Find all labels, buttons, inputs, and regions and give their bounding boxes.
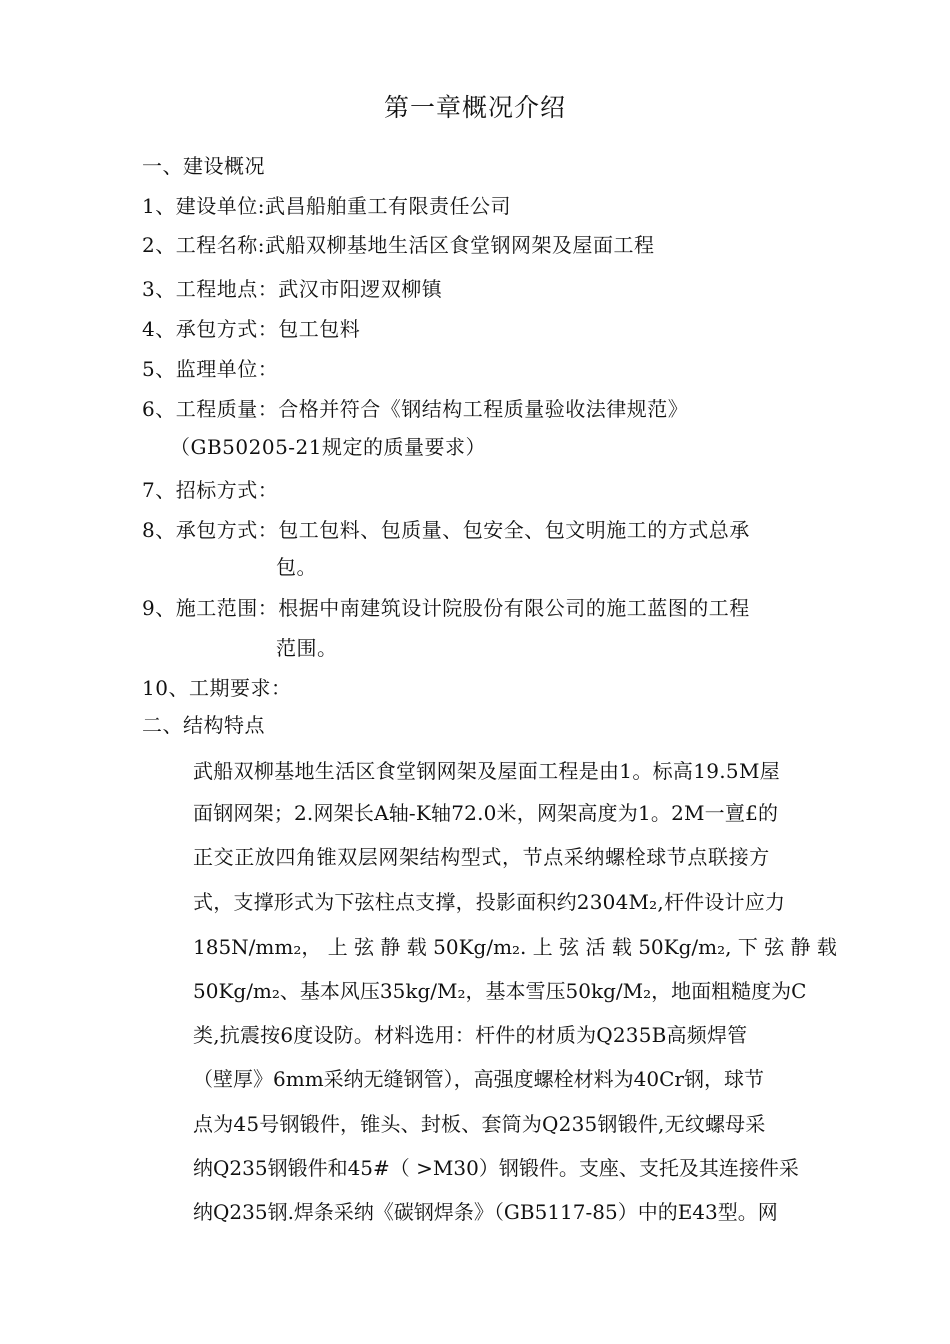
page-title: 第一章概况介绍: [383, 93, 566, 122]
list-item-project-location: 3、工程地点：武汉市阳逻双柳镇: [142, 277, 443, 301]
paragraph-line: 类,抗震按6度设防。材料选用：杆件的材质为Q235B高频焊管: [193, 1023, 748, 1047]
paragraph-line: 正交正放四角锥双层网架结构型式，节点采纳螺栓球节点联接方: [193, 845, 770, 869]
list-item-contract-method: 4、承包方式：包工包料: [142, 317, 361, 341]
paragraph-line: 纳Q235钢.焊条采纳《碳钢焊条》（GB5117-85）中的E43型。网: [193, 1200, 778, 1224]
section-heading-overview: 一、建设概况: [142, 154, 265, 178]
paragraph-line: 武船双柳基地生活区食堂钢网架及屋面工程是由1。标高19.5M屋: [193, 759, 781, 783]
paragraph-line: 式，支撑形式为下弦柱点支撑，投影面积约2304M₂,杆件设计应力: [193, 890, 786, 914]
paragraph-line: 50Kg/m₂、基本风压35kg/M₂，基本雪压50kg/M₂，地面粗糙度为C: [193, 979, 807, 1003]
paragraph-line: （壁厚》6mm采纳无缝钢管），高强度螺栓材料为40Cr钢，球节: [193, 1067, 764, 1091]
list-item-construction-range: 9、施工范围：根据中南建筑设计院股份有限公司的施工蓝图的工程: [142, 596, 750, 620]
paragraph-line: 185N/mm₂， 上 弦 静 载 50Kg/m₂. 上 弦 活 载 50Kg/m₂, 下 弦 静 载: [193, 935, 837, 959]
list-item-construction-range-cont: 范围。: [276, 636, 338, 660]
list-item-schedule: 10、工期要求：: [142, 676, 292, 700]
list-item-supervision-unit: 5、监理单位：: [142, 357, 279, 381]
list-item-bidding-method: 7、招标方式：: [142, 478, 279, 502]
paragraph-line: 点为45号钢锻件，锥头、封板、套筒为Q235钢锻件,无纹螺母采: [193, 1112, 766, 1136]
list-item-project-name: 2、工程名称:武船双柳基地生活区食堂钢网架及屋面工程: [142, 233, 655, 257]
section-heading-structure: 二、结构特点: [142, 713, 265, 737]
list-item-project-quality: 6、工程质量：合格并符合《钢结构工程质量验收法律规范》: [142, 397, 689, 421]
list-item-construction-unit: 1、建设单位:武昌船舶重工有限责任公司: [142, 194, 511, 218]
list-item-contract-scope-cont: 包。: [276, 555, 317, 579]
paragraph-line: 纳Q235钢锻件和45#（ >M30）钢锻件。支座、支托及其连接件采: [193, 1156, 799, 1180]
list-item-quality-standard: （GB50205-21规定的质量要求）: [170, 435, 487, 459]
paragraph-line: 面钢网架；2.网架长A轴-K轴72.0米，网架高度为1。2M一亶£的: [193, 801, 779, 825]
list-item-contract-scope: 8、承包方式：包工包料、包质量、包安全、包文明施工的方式总承: [142, 518, 750, 542]
